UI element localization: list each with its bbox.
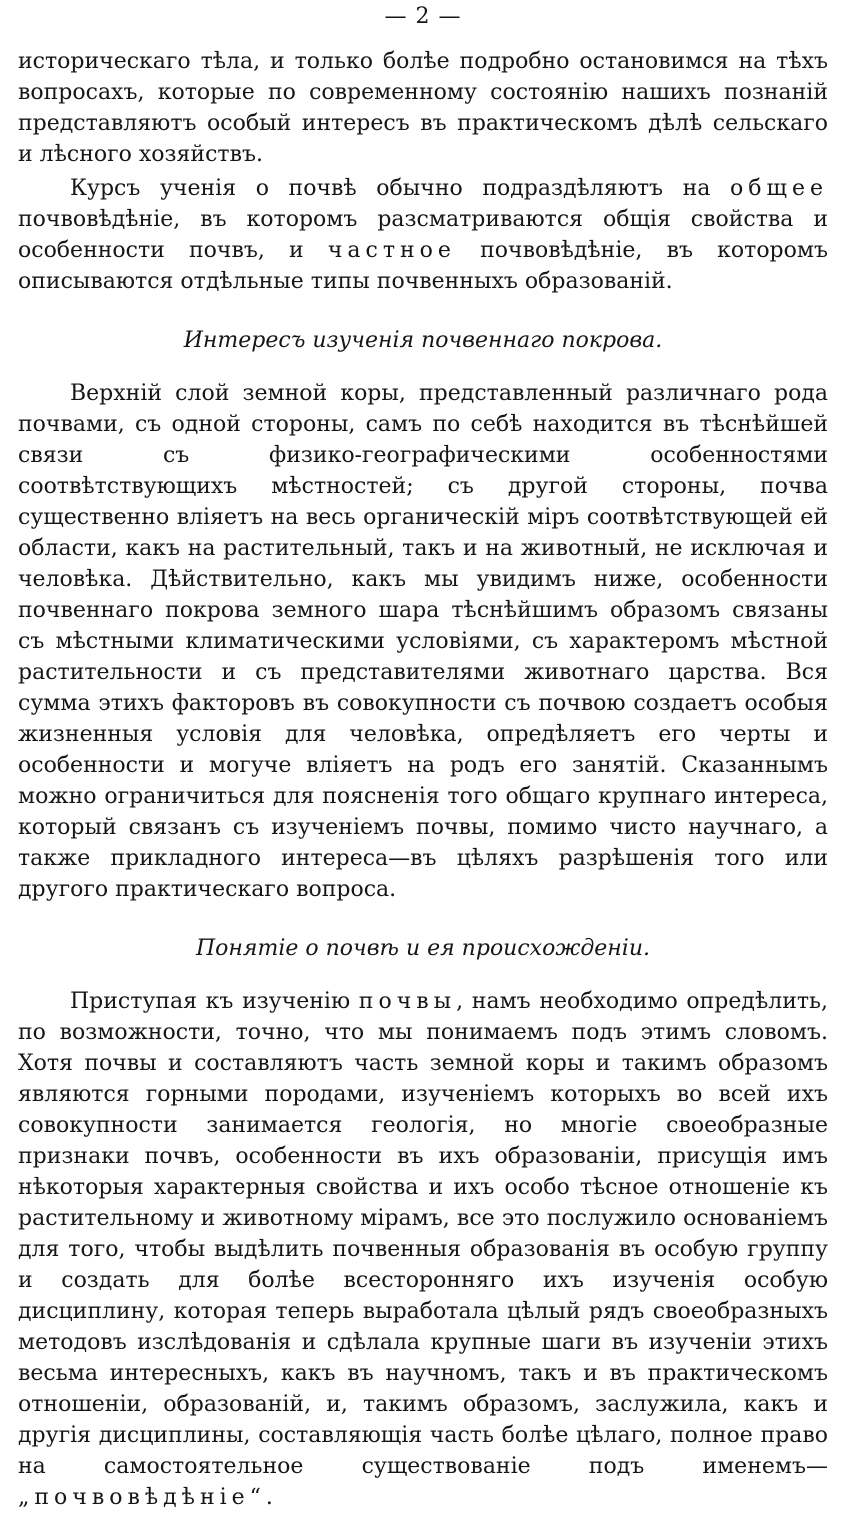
page-number: — 2 — xyxy=(384,4,462,29)
paragraph-text: Приступая къ изученію xyxy=(70,989,359,1014)
book-page xyxy=(18,0,828,1513)
section-heading-interest: Интересъ изученія почвеннаго покрова. xyxy=(183,328,663,353)
emphasized-term-soil: почвы xyxy=(358,989,457,1014)
paragraph-concept xyxy=(18,986,828,1513)
paragraph-text: почвовѣдѣніе, въ которомъ разсматриваются общія свойства и особенности почвъ, и xyxy=(18,207,828,263)
paragraph-text: . xyxy=(265,1485,273,1510)
paragraph-continuation: историческаго тѣла, и только болѣе подробно остановимся на тѣхъ вопросахъ, которые по современному состоянію нашихъ познаній представляютъ особый интересъ въ практическомъ дѣлѣ сельскаго и лѣсного хозяйствъ. xyxy=(18,49,828,167)
paragraph-text: , намъ необходимо опредѣлить, по возможности, точно, что мы понимаемъ подъ этимъ словомъ. Хотя почвы и составляютъ часть земной коры и такимъ образомъ являются горными породами, изученіемъ которыхъ во всей ихъ совокупности занимается геологія, но многіе своеобразные признаки почвъ, особенности въ ихъ образованіи, присущія имъ нѣкоторыя характерныя свойства и ихъ особо тѣсное отношеніе къ растительному и животному мірамъ, все это послужило основаніемъ для того, чтобы выдѣлить почвенныя образованія въ особую группу и создать для болѣе всесторонняго ихъ изученія особую дисциплину, которая теперь выработала цѣлый рядъ своеобразныхъ методовъ изслѣдованія и сдѣлала крупные шаги въ изученіи этихъ весьма интересныхъ, какъ въ научномъ, такъ и въ практическомъ отношеніи, образованій, и, такимъ образомъ, заслужила, какъ и другія дисциплины, составляющія часть болѣе цѣлаго, полное право на самостоятельное существованіе подъ именемъ— xyxy=(18,989,828,1479)
paragraph-text: Курсъ ученія о почвѣ обычно подраздѣляютъ на xyxy=(70,176,731,201)
section-heading-concept: Понятіе о почвѣ и ея происхожденіи. xyxy=(196,936,650,961)
paragraph-course-division xyxy=(18,173,828,297)
paragraph-text: почвовѣдѣніе, въ которомъ описываются отдѣльные типы почвенныхъ образованій. xyxy=(18,238,828,294)
emphasized-term-soil-science: „почвовѣдѣніе“ xyxy=(18,1485,266,1510)
emphasized-term-particular: частное xyxy=(327,238,456,263)
paragraph-interest: Верхній слой земной коры, представленный различнаго рода почвами, съ одной стороны, самъ по себѣ находится въ тѣснѣйшей связи съ физико-географическими особенностями соотвѣтствующихъ мѣстностей; съ другой стороны, почва существенно вліяетъ на весь органическій міръ соотвѣтствующей ей области, какъ на растительный, такъ и на животный, не исключая и человѣка. Дѣйствительно, какъ мы увидимъ ниже, особенности почвеннаго покрова земного шара тѣснѣйшимъ образомъ связаны съ мѣстными климатическими условіями, съ характеромъ мѣстной растительности и съ представителями животнаго царства. Вся сумма этихъ факторовъ въ совокупности съ почвою создаетъ особыя жизненныя условія для человѣка, опредѣляетъ его черты и особенности и могуче вліяетъ на родъ его занятій. Сказаннымъ можно ограничиться для поясненія того общаго крупнаго интереса, который связанъ съ изученіемъ почвы, помимо чисто научнаго, а также прикладного интереса—въ цѣляхъ разрѣшенія того или другого практическаго вопроса. xyxy=(18,381,828,902)
emphasized-term-general: общее xyxy=(730,176,828,201)
